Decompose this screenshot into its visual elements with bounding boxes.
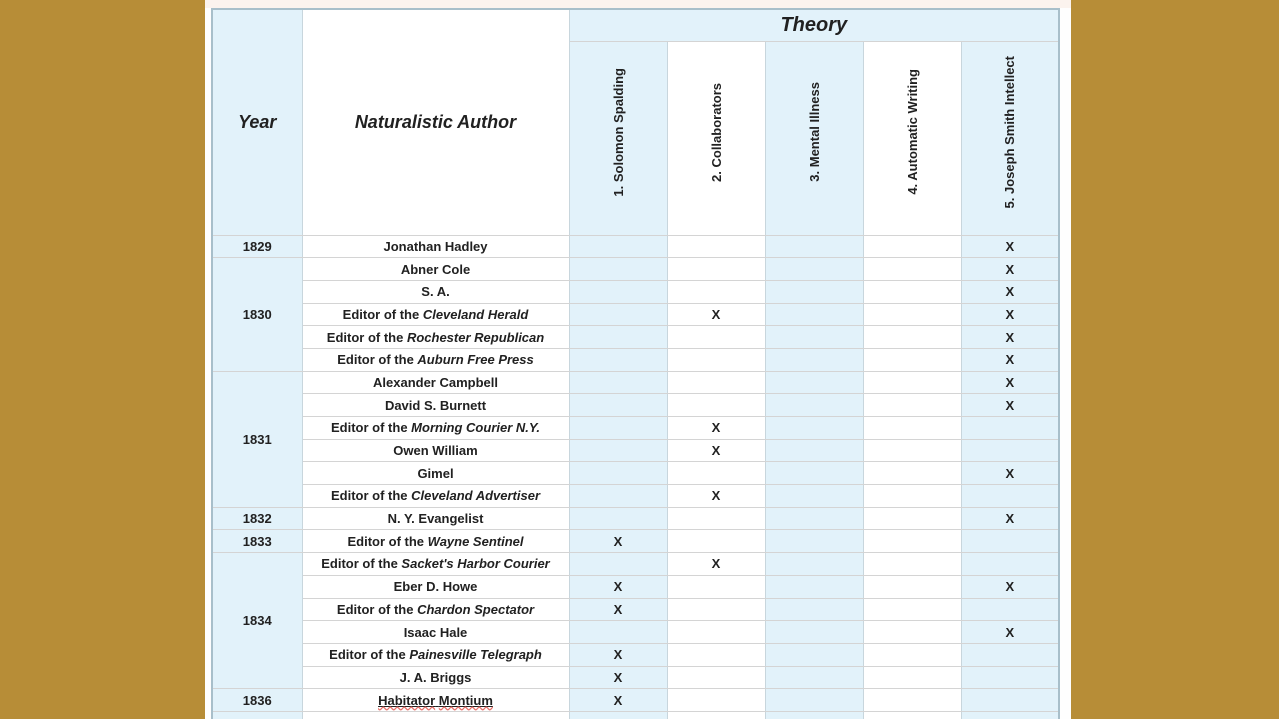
theory-empty-cell (863, 462, 961, 485)
author-name: J. A. Briggs (399, 669, 472, 685)
theory-empty-cell (667, 666, 765, 689)
theory-mark-cell: X (569, 530, 667, 553)
publication-name: Morning Courier N.Y. (411, 420, 540, 436)
theory-table (211, 8, 1060, 719)
theory-empty-cell (863, 348, 961, 371)
author-name (327, 330, 544, 345)
year-cell: 1832 (212, 507, 302, 530)
table-row-partial (212, 711, 1059, 719)
theory-empty-cell (863, 507, 961, 530)
author-cell (302, 280, 569, 303)
author-column-header: Naturalistic Author (302, 9, 569, 235)
author-name (329, 647, 542, 662)
author-cell (302, 417, 569, 440)
table-row (212, 485, 1059, 508)
theory-empty-cell (961, 643, 1059, 666)
theory-empty-cell (765, 530, 863, 553)
theory-column-header-cell (667, 41, 765, 235)
partial-cell (667, 711, 765, 719)
theory-empty-cell (863, 621, 961, 644)
author-name: Alexander Campbell (373, 374, 498, 390)
theory-empty-cell (667, 280, 765, 303)
publication-name: Chardon Spectator (417, 601, 535, 617)
theory-empty-cell (765, 598, 863, 621)
author-name (347, 534, 523, 549)
partial-cell (765, 711, 863, 719)
author-cell (302, 303, 569, 326)
theory-mark-cell: X (961, 348, 1059, 371)
author-name: N. Y. Evangelist (387, 511, 484, 527)
theory-empty-cell (765, 643, 863, 666)
theory-empty-cell (765, 235, 863, 258)
theory-empty-cell (765, 348, 863, 371)
author-prefix: Editor of the (342, 306, 423, 322)
theory-empty-cell (569, 258, 667, 281)
theory-column-header-cell (863, 41, 961, 235)
theory-empty-cell (863, 643, 961, 666)
theory-empty-cell (961, 553, 1059, 576)
theory-empty-cell (863, 258, 961, 281)
theory-empty-cell (667, 598, 765, 621)
theory-empty-cell (863, 439, 961, 462)
theory-empty-cell (765, 621, 863, 644)
theory-empty-cell (667, 530, 765, 553)
author-cell (302, 666, 569, 689)
year-cell: 1834 (212, 553, 302, 689)
theory-empty-cell (765, 439, 863, 462)
theory-empty-cell (569, 417, 667, 440)
theory-mark-cell: X (961, 621, 1059, 644)
theory-empty-cell (569, 553, 667, 576)
theory-empty-cell (667, 348, 765, 371)
publication-name: Painesville Telegraph (409, 647, 542, 663)
theory-empty-cell (863, 689, 961, 712)
theory-empty-cell (765, 326, 863, 349)
theory-empty-cell (765, 258, 863, 281)
theory-column-label: 1. Solomon Spalding (610, 67, 626, 197)
misspelled-word: Montium (438, 692, 493, 708)
table-row (212, 394, 1059, 417)
publication-name: Auburn Free Press (417, 352, 534, 368)
theory-column-label: 3. Mental Illness (806, 82, 822, 182)
year-cell: 1831 (212, 371, 302, 507)
theory-header: Theory (569, 9, 1059, 41)
theory-empty-cell (569, 621, 667, 644)
year-cell: 1836 (212, 689, 302, 712)
author-cell (302, 326, 569, 349)
theory-empty-cell (863, 485, 961, 508)
table-row (212, 348, 1059, 371)
theory-empty-cell (667, 371, 765, 394)
theory-empty-cell (667, 643, 765, 666)
partial-cell (961, 711, 1059, 719)
theory-empty-cell (569, 280, 667, 303)
theory-empty-cell (667, 258, 765, 281)
author-name: Gimel (417, 465, 454, 481)
theory-empty-cell (961, 689, 1059, 712)
table-row (212, 530, 1059, 553)
theory-mark-cell: X (569, 598, 667, 621)
table-row (212, 439, 1059, 462)
table-row (212, 643, 1059, 666)
author-name (378, 693, 493, 708)
table-row (212, 666, 1059, 689)
theory-mark-cell: X (667, 417, 765, 440)
author-cell (302, 598, 569, 621)
author-prefix: Editor of the (337, 352, 418, 368)
theory-empty-cell (961, 417, 1059, 440)
theory-empty-cell (569, 235, 667, 258)
table-row (212, 417, 1059, 440)
theory-mark-cell: X (961, 280, 1059, 303)
theory-empty-cell (863, 280, 961, 303)
theory-empty-cell (863, 371, 961, 394)
theory-empty-cell (765, 462, 863, 485)
theory-mark-cell: X (961, 235, 1059, 258)
theory-empty-cell (863, 394, 961, 417)
theory-empty-cell (863, 303, 961, 326)
publication-name: Rochester Republican (406, 329, 545, 345)
author-name: Abner Cole (400, 261, 471, 277)
author-cell (302, 235, 569, 258)
theory-mark-cell: X (961, 575, 1059, 598)
theory-mark-cell: X (569, 666, 667, 689)
theory-column-header-cell (569, 41, 667, 235)
year-cell: 1829 (212, 235, 302, 258)
author-name (331, 488, 540, 503)
theory-empty-cell (961, 598, 1059, 621)
theory-mark-cell: X (961, 303, 1059, 326)
theory-empty-cell (863, 553, 961, 576)
theory-empty-cell (667, 507, 765, 530)
author-name (337, 602, 534, 617)
theory-empty-cell (569, 394, 667, 417)
theory-mark-cell: X (569, 689, 667, 712)
theory-mark-cell: X (667, 439, 765, 462)
partial-cell (302, 711, 569, 719)
author-prefix: Editor of the (330, 488, 412, 504)
author-cell (302, 575, 569, 598)
author-cell (302, 371, 569, 394)
table-row (212, 553, 1059, 576)
theory-column-header-cell (765, 41, 863, 235)
theory-empty-cell (961, 485, 1059, 508)
theory-empty-cell (569, 485, 667, 508)
theory-mark-cell: X (961, 394, 1059, 417)
theory-empty-cell (667, 235, 765, 258)
table-row (212, 371, 1059, 394)
author-name: Isaac Hale (403, 624, 468, 640)
author-prefix: Editor of the (329, 647, 410, 663)
table-row (212, 462, 1059, 485)
author-prefix: Editor of the (321, 556, 402, 572)
table-row (212, 598, 1059, 621)
author-name: S. A. (421, 284, 450, 300)
table-row (212, 258, 1059, 281)
year-cell: 1833 (212, 530, 302, 553)
theory-mark-cell: X (667, 553, 765, 576)
theory-empty-cell (569, 348, 667, 371)
table-row (212, 235, 1059, 258)
partial-cell (863, 711, 961, 719)
partial-cell (212, 711, 302, 719)
author-cell (302, 530, 569, 553)
table-row (212, 303, 1059, 326)
theory-empty-cell (667, 689, 765, 712)
author-prefix: Editor of the (331, 420, 412, 436)
author-cell (302, 394, 569, 417)
publication-name: Sacket's Harbor Courier (401, 556, 550, 572)
theory-empty-cell (569, 303, 667, 326)
theory-column-label: 4. Automatic Writing (904, 69, 920, 195)
theory-empty-cell (765, 303, 863, 326)
theory-mark-cell: X (961, 371, 1059, 394)
author-cell (302, 462, 569, 485)
page-top-margin (205, 0, 1071, 8)
table-row (212, 326, 1059, 349)
author-name (343, 307, 529, 322)
theory-empty-cell (863, 326, 961, 349)
author-prefix: Editor of the (326, 329, 407, 345)
author-name (331, 420, 540, 435)
author-prefix: Editor of the (347, 533, 428, 549)
document-page (205, 0, 1071, 719)
theory-mark-cell: X (569, 643, 667, 666)
theory-empty-cell (569, 371, 667, 394)
theory-empty-cell (863, 666, 961, 689)
theory-empty-cell (569, 462, 667, 485)
theory-column-header-cell (961, 41, 1059, 235)
year-cell: 1830 (212, 258, 302, 371)
author-name (337, 352, 534, 367)
theory-empty-cell (863, 530, 961, 553)
theory-empty-cell (863, 598, 961, 621)
author-cell (302, 689, 569, 712)
theory-empty-cell (765, 280, 863, 303)
theory-empty-cell (667, 621, 765, 644)
theory-empty-cell (765, 507, 863, 530)
theory-empty-cell (863, 417, 961, 440)
theory-empty-cell (765, 666, 863, 689)
table-row (212, 689, 1059, 712)
author-cell (302, 439, 569, 462)
author-cell (302, 258, 569, 281)
author-name: Owen William (393, 443, 478, 459)
author-name: Eber D. Howe (393, 579, 478, 595)
theory-empty-cell (569, 507, 667, 530)
theory-mark-cell: X (961, 326, 1059, 349)
publication-name: Cleveland Herald (422, 306, 529, 322)
theory-empty-cell (765, 485, 863, 508)
author-name (321, 556, 550, 571)
author-cell (302, 485, 569, 508)
theory-empty-cell (667, 394, 765, 417)
theory-empty-cell (765, 689, 863, 712)
theory-empty-cell (765, 553, 863, 576)
table-body (212, 235, 1059, 719)
theory-empty-cell (667, 326, 765, 349)
theory-mark-cell: X (961, 507, 1059, 530)
theory-mark-cell: X (667, 485, 765, 508)
theory-empty-cell (961, 666, 1059, 689)
theory-empty-cell (765, 575, 863, 598)
misspelled-word: Habitator (378, 692, 436, 708)
author-name: David S. Burnett (384, 397, 487, 413)
table-row (212, 575, 1059, 598)
theory-empty-cell (961, 439, 1059, 462)
table-row (212, 280, 1059, 303)
publication-name: Cleveland Advertiser (411, 488, 541, 504)
theory-empty-cell (863, 575, 961, 598)
author-prefix: Editor of the (336, 601, 418, 617)
author-cell (302, 643, 569, 666)
author-cell (302, 553, 569, 576)
theory-column-label: 2. Collaborators (708, 82, 724, 182)
header-row-top (212, 9, 1059, 41)
author-cell (302, 621, 569, 644)
table-row (212, 507, 1059, 530)
theory-empty-cell (569, 326, 667, 349)
theory-empty-cell (863, 235, 961, 258)
theory-mark-cell: X (961, 462, 1059, 485)
theory-mark-cell: X (961, 258, 1059, 281)
theory-empty-cell (569, 439, 667, 462)
author-name: Jonathan Hadley (383, 238, 488, 254)
table-row (212, 621, 1059, 644)
theory-mark-cell: X (667, 303, 765, 326)
author-cell (302, 348, 569, 371)
theory-empty-cell (765, 394, 863, 417)
theory-empty-cell (667, 575, 765, 598)
theory-empty-cell (961, 530, 1059, 553)
theory-empty-cell (667, 462, 765, 485)
publication-name: Wayne Sentinel (427, 533, 524, 549)
year-column-header: Year (212, 9, 302, 235)
theory-empty-cell (765, 371, 863, 394)
theory-mark-cell: X (569, 575, 667, 598)
partial-cell (569, 711, 667, 719)
theory-column-label: 5. Joseph Smith Intellect (1002, 55, 1018, 209)
theory-empty-cell (765, 417, 863, 440)
author-cell (302, 507, 569, 530)
